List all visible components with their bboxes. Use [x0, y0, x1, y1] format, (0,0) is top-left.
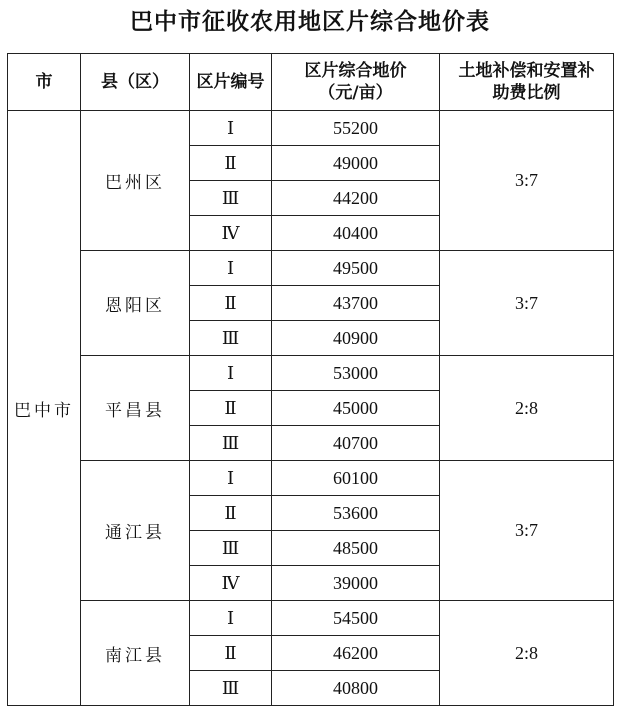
county-cell: 恩阳区	[81, 251, 190, 356]
zone-number-cell: Ⅱ	[190, 636, 272, 671]
zone-number-cell: Ⅰ	[190, 111, 272, 146]
price-cell: 40700	[272, 426, 440, 461]
table-row	[8, 251, 614, 286]
price-cell: 43700	[272, 286, 440, 321]
header-price-line1: 区片综合地价	[304, 61, 407, 81]
table-row	[8, 461, 614, 496]
price-cell: 46200	[272, 636, 440, 671]
price-cell: 39000	[272, 566, 440, 601]
zone-number-cell: Ⅳ	[190, 566, 272, 601]
zone-number-cell: Ⅰ	[190, 356, 272, 391]
zone-number-cell: Ⅰ	[190, 461, 272, 496]
header-ratio	[440, 54, 614, 111]
zone-number-cell: Ⅲ	[190, 531, 272, 566]
land-price-table	[7, 53, 614, 706]
header-ratio-line1: 土地补偿和安置补	[458, 61, 595, 81]
city-cell: 巴中市	[8, 111, 81, 706]
price-cell: 45000	[272, 391, 440, 426]
county-cell: 巴州区	[81, 111, 190, 251]
zone-number-cell: Ⅰ	[190, 601, 272, 636]
price-cell: 40400	[272, 216, 440, 251]
zone-number-cell: Ⅱ	[190, 286, 272, 321]
zone-number-cell: Ⅳ	[190, 216, 272, 251]
ratio-cell: 2:8	[440, 601, 614, 706]
price-cell: 53600	[272, 496, 440, 531]
price-cell: 40800	[272, 671, 440, 706]
zone-number-cell: Ⅲ	[190, 426, 272, 461]
zone-number-cell: Ⅱ	[190, 146, 272, 181]
header-price-line2: （元/亩）	[318, 83, 393, 103]
county-cell: 通江县	[81, 461, 190, 601]
ratio-cell: 3:7	[440, 251, 614, 356]
county-cell: 南江县	[81, 601, 190, 706]
zone-number-cell: Ⅲ	[190, 181, 272, 216]
table-row	[8, 601, 614, 636]
header-ratio-line2: 助费比例	[492, 83, 561, 103]
table-row	[8, 356, 614, 391]
header-county: 县（区）	[81, 54, 190, 111]
price-cell: 49000	[272, 146, 440, 181]
zone-number-cell: Ⅲ	[190, 671, 272, 706]
ratio-cell: 3:7	[440, 111, 614, 251]
price-cell: 55200	[272, 111, 440, 146]
header-price	[272, 54, 440, 111]
price-cell: 53000	[272, 356, 440, 391]
zone-number-cell: Ⅱ	[190, 391, 272, 426]
zone-number-cell: Ⅲ	[190, 321, 272, 356]
price-cell: 40900	[272, 321, 440, 356]
table-row	[8, 111, 614, 146]
zone-number-cell: Ⅰ	[190, 251, 272, 286]
table-body	[8, 111, 614, 706]
header-row	[8, 54, 614, 111]
header-zone-number: 区片编号	[190, 54, 272, 111]
ratio-cell: 3:7	[440, 461, 614, 601]
price-cell: 44200	[272, 181, 440, 216]
zone-number-cell: Ⅱ	[190, 496, 272, 531]
ratio-cell: 2:8	[440, 356, 614, 461]
price-cell: 60100	[272, 461, 440, 496]
price-cell: 49500	[272, 251, 440, 286]
county-cell: 平昌县	[81, 356, 190, 461]
price-cell: 54500	[272, 601, 440, 636]
header-city: 市	[8, 54, 81, 111]
page-title: 巴中市征收农用地区片综合地价表	[130, 8, 490, 35]
price-cell: 48500	[272, 531, 440, 566]
